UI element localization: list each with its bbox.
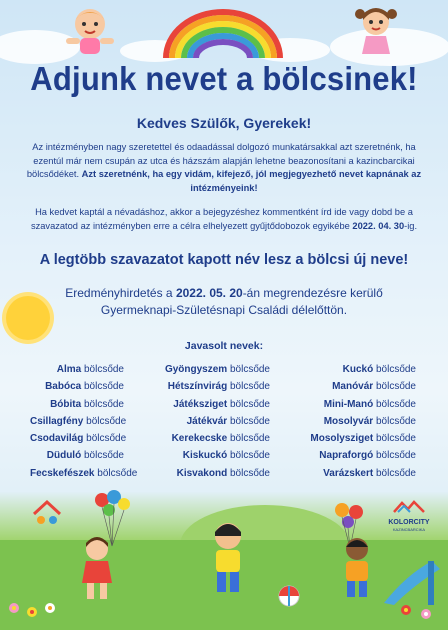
name-suggestion <box>306 465 416 482</box>
name-suggestion-suffix: bölcsőde <box>86 415 127 427</box>
name-suggestion-name: Varázskert <box>323 467 374 479</box>
name-suggestion-suffix: bölcsőde <box>229 433 270 445</box>
name-suggestion-name: Kisvakond <box>176 467 228 479</box>
name-suggestion-suffix: bölcsőde <box>229 381 270 393</box>
name-suggestion <box>306 447 416 464</box>
name-suggestion-suffix: bölcsőde <box>229 467 270 479</box>
name-suggestion-name: Kerekecske <box>171 433 228 445</box>
name-suggestion <box>160 465 270 482</box>
name-suggestion <box>30 430 127 447</box>
flowers-icon <box>396 600 446 626</box>
name-suggestion-name: Kiskuckó <box>182 450 228 462</box>
name-suggestion-suffix: bölcsőde <box>229 364 270 375</box>
name-suggestion-name: Mosolyvár <box>323 415 374 427</box>
name-suggestion <box>160 430 270 447</box>
child-illustration <box>200 520 256 600</box>
name-suggestion-suffix: bölcsőde <box>375 364 416 375</box>
name-suggestion-suffix: bölcsőde <box>97 467 138 479</box>
name-suggestion <box>160 378 270 395</box>
name-suggestion-suffix: bölcsőde <box>375 433 416 445</box>
name-suggestion <box>160 447 270 464</box>
greeting: Kedves Szülők, Gyerekek! <box>136 115 312 131</box>
name-suggestion-name: Düduló <box>46 450 82 462</box>
intro-bold-text: Azt szeretnénk, ha egy vidám, kifejező, jól megjegyezhető nevet kapnának az intézményeink! <box>81 169 422 193</box>
name-suggestion <box>160 413 270 430</box>
name-suggestion-suffix: bölcsőde <box>83 381 124 393</box>
name-suggestion <box>30 396 124 413</box>
headline: A legtöbb szavazatot kapott név lesz a bölcsi új neve! <box>39 252 409 268</box>
vote-suffix: -ig. <box>404 220 418 231</box>
vote-paragraph <box>20 206 428 233</box>
intro-paragraph <box>20 141 428 195</box>
name-suggestion-suffix: bölcsőde <box>375 450 416 462</box>
name-suggestion-suffix: bölcsőde <box>229 398 270 410</box>
name-suggestion-name: Játéksziget <box>173 398 228 410</box>
name-suggestion-name: Napraforgó <box>319 450 374 462</box>
page-title: Adjunk nevet a bölcsinek! <box>30 60 418 97</box>
name-suggestion-name: Fecskefészek <box>30 467 95 479</box>
flowers-icon <box>4 596 64 626</box>
name-suggestion <box>30 378 124 395</box>
name-suggestion-name: Csillagfény <box>30 415 84 427</box>
name-suggestion-name: Babóca <box>45 381 82 393</box>
name-suggestion-name: Gyöngyszem <box>164 364 228 375</box>
name-suggestion-name: Játékvár <box>186 415 228 427</box>
name-suggestion-suffix: bölcsőde <box>83 364 124 375</box>
name-suggestion <box>160 361 270 378</box>
name-suggestion-suffix: bölcsőde <box>229 415 270 427</box>
name-suggestion-name: Manóvár <box>332 381 374 393</box>
child-illustration <box>72 535 122 605</box>
names-column-1 <box>30 361 138 482</box>
name-suggestion-suffix: bölcsőde <box>375 398 416 410</box>
ball-icon <box>278 585 300 607</box>
result-suffix: -án megrendezésre kerülő Gyermeknapi-Születésnapi Családi délelőttön. <box>100 286 383 317</box>
name-suggestion-suffix: bölcsőde <box>83 398 124 410</box>
name-suggestion <box>160 396 270 413</box>
name-suggestion-name: Hétszínvirág <box>167 381 228 393</box>
slide-illustration <box>376 555 442 605</box>
names-column-3 <box>306 361 416 482</box>
kolorcity-logo-mark <box>392 500 426 514</box>
name-suggestion <box>30 447 124 464</box>
name-suggestion <box>306 396 416 413</box>
result-date: 2022. 05. 20 <box>175 286 243 300</box>
child-illustration <box>334 535 380 605</box>
name-suggestion-suffix: bölcsőde <box>375 415 416 427</box>
name-suggestion <box>30 361 124 378</box>
name-suggestion <box>306 378 416 395</box>
name-suggestion <box>30 465 138 482</box>
name-suggestion-name: Alma <box>56 364 82 375</box>
intro-text: Az intézményben nagy szeretettel és odaadással dolgozó munkatársakkal azt szeretnénk, ha ezentúl már nem csupán az utca és házszám alapján lehetne beazonosítani a kazincbarcikai bölcsődéket. <box>26 142 416 179</box>
result-announcement <box>40 285 408 319</box>
vote-text: Ha kedvet kaptál a névadáshoz, akkor a bejegyzéshez kommentként írd ide vagy dobd be a szavazatod az intézményben erre a célra elhelyezett gyűjtődobozok egyikébe <box>30 207 413 231</box>
name-suggestion <box>306 430 416 447</box>
kolorcity-logo-subtext: KAZINCBARCIKA <box>392 527 426 532</box>
name-suggestion-name: Kuckó <box>342 364 374 375</box>
girl-illustration <box>348 4 404 62</box>
name-suggestion-suffix: bölcsőde <box>83 450 124 462</box>
name-suggestion-suffix: bölcsőde <box>375 381 416 393</box>
name-suggestion-name: Bóbita <box>50 398 82 410</box>
name-suggestion-suffix: bölcsőde <box>375 467 416 479</box>
name-suggestion-name: Mosolysziget <box>310 433 374 445</box>
kolorcity-logo-text: KOLORCITY <box>388 519 430 526</box>
nursery-logo <box>30 498 64 528</box>
baby-illustration <box>60 4 120 60</box>
vote-deadline: 2022. 04. 30 <box>352 220 405 231</box>
result-prefix: Eredményhirdetés a <box>65 286 173 300</box>
name-suggestion <box>306 413 416 430</box>
suggestions-title: Javasolt nevek: <box>184 340 264 352</box>
names-column-2 <box>160 361 270 482</box>
name-suggestion-suffix: bölcsőde <box>86 433 127 445</box>
name-suggestion-name: Csodavilág <box>30 433 84 445</box>
rainbow-image <box>158 6 288 58</box>
name-suggestion <box>30 413 127 430</box>
name-suggestion-suffix: bölcsőde <box>229 450 270 462</box>
name-suggestion-name: Mini-Manó <box>323 398 374 410</box>
name-suggestion <box>306 361 416 378</box>
kolorcity-logo <box>380 500 438 532</box>
